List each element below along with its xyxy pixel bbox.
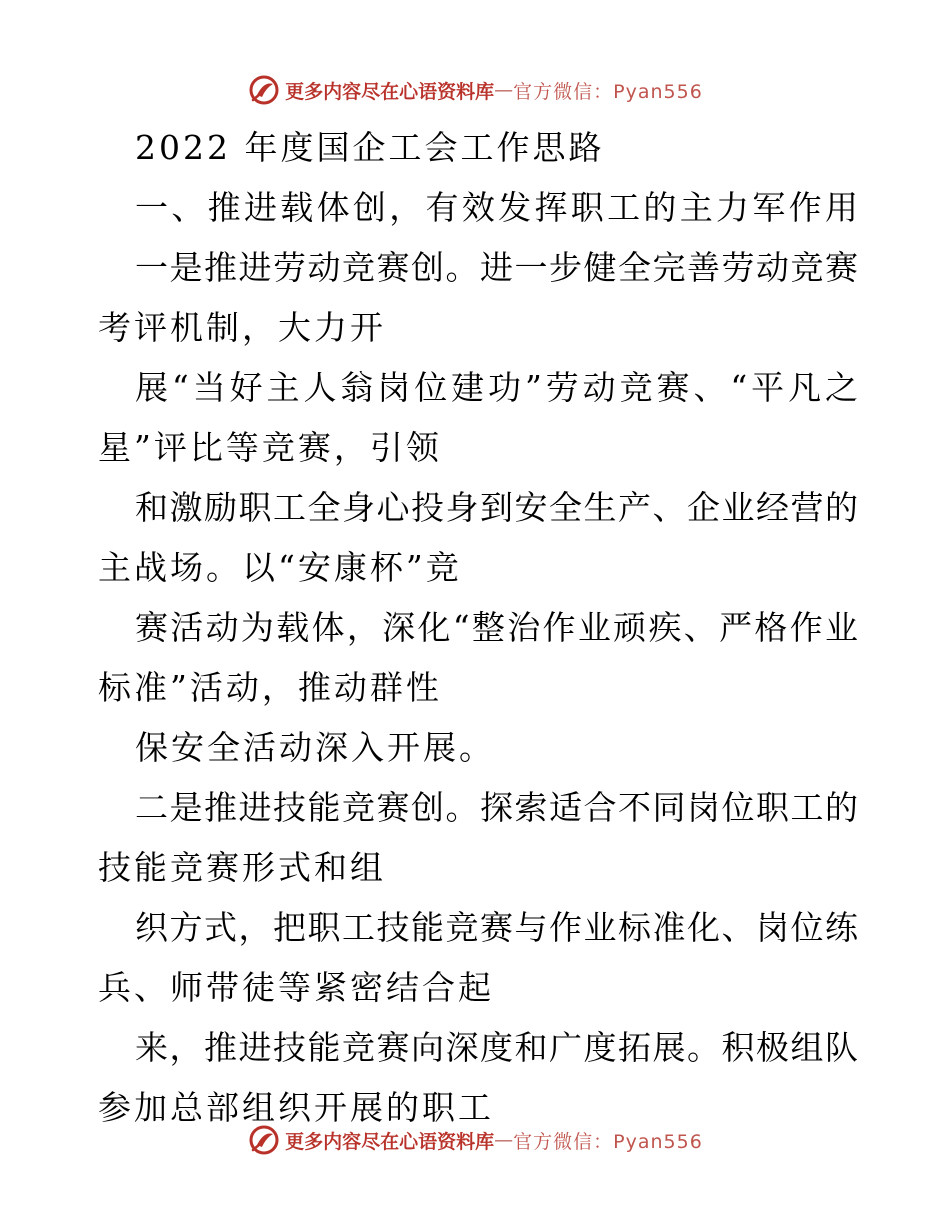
paragraph-text: 和激励职工全身心投身到安全生产、企业经营的 [135,488,858,527]
footer-watermark [0,1120,950,1160]
paragraph-text: 技能竞赛形式和组 [98,848,386,887]
watermark-brand-text: 更多内容尽在心语资料库 [285,80,495,103]
watermark-contact-text: 官方微信：Pyan556 [513,80,703,103]
brand-logo-icon [247,73,281,107]
document-line [98,238,858,298]
paragraph-text: 二是推进技能竞赛创。探索适合不同岗位职工的 [135,788,858,827]
paragraph-text: 兵、师带徒等紧密结合起 [98,968,494,1007]
section-heading: 一、推进载体创，有效发挥职工的主力军作用 [135,188,858,227]
document-line [98,1018,858,1078]
brand-logo-icon [247,1123,281,1157]
document-line [98,898,858,958]
watermark-dash: — [494,1129,514,1151]
paragraph-text: 保安全活动深入开展。 [135,728,495,767]
paragraph-text: 展“当好主人翁岗位建功”劳动竞赛、“平凡之 [135,368,858,407]
document-line [98,958,858,1018]
document-line [98,178,858,238]
document-line [98,298,858,358]
document-line [98,718,858,778]
document-body [98,118,858,1138]
document-line [98,358,858,418]
document-title: 2022 年度国企工会工作思路 [135,128,605,167]
paragraph-text: 参加总部组织开展的职工 [98,1088,494,1127]
document-line [98,778,858,838]
paragraph-text: 主战场。以“安康杯”竞 [98,548,462,587]
document-line [98,538,858,598]
watermark-brand-text: 更多内容尽在心语资料库 [285,1130,495,1153]
document-line [98,418,858,478]
document-line [98,658,858,718]
paragraph-text: 来，推进技能竞赛向深度和广度拓展。积极组队 [135,1028,858,1067]
paragraph-text: 星”评比等竞赛，引领 [98,428,442,467]
document-line [98,118,858,178]
document-line [98,598,858,658]
paragraph-text: 考评机制，大力开 [98,308,386,347]
paragraph-text: 织方式，把职工技能竞赛与作业标准化、岗位练 [135,908,858,947]
paragraph-text: 一是推进劳动竞赛创。进一步健全完善劳动竞赛 [135,248,858,287]
watermark-contact-text: 官方微信：Pyan556 [513,1130,703,1153]
paragraph-text: 赛活动为载体，深化“整治作业顽疾、严格作业 [135,608,858,647]
paragraph-text: 标准”活动，推动群性 [98,668,442,707]
header-watermark [0,70,950,110]
document-line [98,838,858,898]
watermark-dash: — [494,79,514,101]
document-line [98,478,858,538]
